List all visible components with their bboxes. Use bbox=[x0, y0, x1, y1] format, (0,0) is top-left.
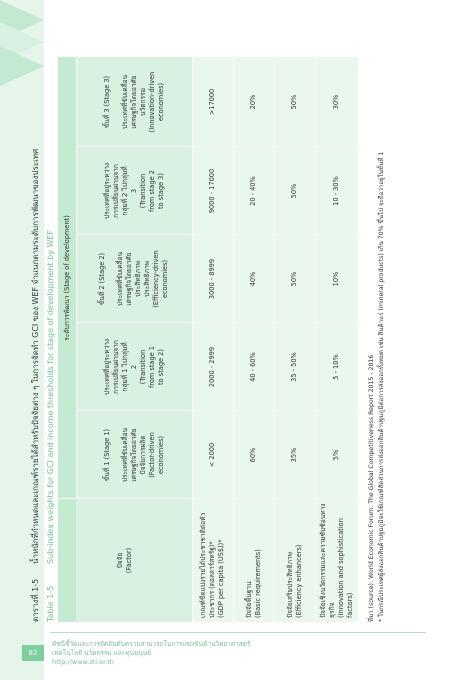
english-table-title: Sub-index weights for GCI and income thresholds for stage of development by WEF bbox=[45, 229, 55, 564]
development-stage-header-text: ระดับการพัฒนา (Stage of development) bbox=[62, 215, 71, 341]
footer-text bbox=[52, 640, 250, 667]
stage-desc-line: economies) bbox=[156, 82, 165, 122]
english-caption bbox=[42, 57, 58, 622]
stage-desc-line: ประเทศที่ขับเคลื่อน bbox=[120, 427, 129, 483]
table-cell: 3000 - 8999 bbox=[208, 258, 216, 300]
stage-desc-line: เศรษฐกิจโดยอาศัย bbox=[125, 252, 133, 306]
footer-line-2: เทคโนโลยี นวัตกรรม และทุนมนุษย์ bbox=[52, 649, 151, 657]
english-table-label: Table 1-5 bbox=[45, 585, 55, 622]
row-label-english: (Efficiency enhancers) bbox=[294, 544, 303, 618]
weights-table bbox=[58, 57, 358, 622]
stage-desc-line: 2 bbox=[129, 364, 138, 370]
table-cell: 60% bbox=[249, 447, 257, 463]
stage-desc-line: from stage 1 bbox=[147, 345, 156, 389]
stage-header-cell bbox=[76, 147, 192, 235]
stage-desc-line: 3 bbox=[129, 188, 138, 194]
stage-desc-line: การเปลี่ยนผ่านจาก bbox=[111, 164, 120, 218]
stage-desc-line: ประสิทธิภาพ bbox=[134, 260, 142, 298]
footnote: * ในกรณีประเทศผู้ส่งออกสินค้าปฐมภูมิจะใช้เกณฑ์สัดส่วนการส่งออกสินค้าปฐมภูมิต่อการส่งออกทั้งหมด เช่น สินค้าแร่ (mineral products) เกิน 70% ขึ้นไป จะถือว่าอยู่ในขั้นที่ 1 bbox=[378, 151, 385, 622]
row-label-english: (Innovation and sophistication factors) bbox=[336, 518, 354, 618]
table-cell: 2000 - 2999 bbox=[208, 346, 216, 388]
stage-desc-line: นวัตกรรม bbox=[138, 88, 147, 116]
table-cell: 35% bbox=[290, 447, 298, 463]
row-label-thai: ปัจจัยพื้นฐาน bbox=[244, 581, 253, 618]
thai-table-label: ตารางที่ 1-5 bbox=[30, 578, 40, 622]
row-label bbox=[233, 499, 274, 622]
source-note: ที่มา (source): World Economic Forum. The Global Competitiveness Report 2015 - 2016 bbox=[368, 354, 375, 622]
row-label-english: (Basic requirements) bbox=[253, 549, 262, 618]
footer-divider bbox=[50, 632, 426, 633]
thai-caption bbox=[27, 57, 43, 622]
footer-url[interactable]: http://www.sti.or.th bbox=[52, 658, 114, 666]
row-label-thai: ปัจจัยเสริมประสิทธิภาพ bbox=[285, 551, 294, 618]
table-cell: 20% bbox=[249, 94, 257, 110]
stage-header-cell bbox=[76, 57, 192, 147]
table-cell: 20 - 40% bbox=[249, 176, 257, 206]
factor-header-thai: ปัจจัย bbox=[116, 552, 124, 569]
table-cell: < 2000 bbox=[208, 442, 216, 468]
table-cell: 50% bbox=[290, 94, 298, 110]
table-cell: 35 - 50% bbox=[290, 352, 298, 382]
row-label-english: (GDP per capita (US$))* bbox=[217, 539, 225, 618]
stage-desc-line: economies) bbox=[161, 259, 169, 299]
factor-header bbox=[58, 499, 192, 622]
stage-desc-line: (Efficiency-driven bbox=[152, 250, 160, 308]
stage-desc-line: เศรษฐกิจโดยอาศัย bbox=[129, 428, 138, 482]
stage-header-cell bbox=[76, 235, 192, 323]
stage-title: ขั้นที่ 3 (Stage 3) bbox=[102, 75, 111, 129]
stage-desc-line: (Factor-driven bbox=[147, 432, 156, 478]
table-cell: 10% bbox=[332, 271, 340, 287]
stage-title: ประเทศที่อยู่ระหว่าง bbox=[102, 162, 111, 220]
stage-desc-line: ประเทศที่ขับเคลื่อน bbox=[120, 74, 129, 130]
page-number: 82 bbox=[22, 645, 44, 661]
stage-title: ขั้นที่ 2 (Stage 2) bbox=[98, 252, 106, 306]
table-cell: 40 - 60% bbox=[249, 352, 257, 382]
table-cell: >17000 bbox=[208, 88, 216, 116]
thai-table-title: น้ำหนักที่กำหนดและเกณฑ์รายได้สำหรับปัจจัยต่าง ๆ ในการจัดทำ GCI ของ WEF จำแนกตามระดับการพัฒนาของประเทศ bbox=[30, 148, 40, 564]
table-cell: 50% bbox=[290, 271, 298, 287]
stage-desc-line: การเปลี่ยนผ่านจาก bbox=[111, 340, 120, 394]
factor-header-english: (Factor) bbox=[125, 547, 133, 574]
stage-desc-line: (Transition bbox=[138, 349, 147, 385]
stage-header-cell bbox=[76, 411, 192, 499]
row-label bbox=[274, 499, 315, 622]
table-cell: 50% bbox=[290, 183, 298, 199]
table-cell: 5 - 10% bbox=[332, 354, 340, 380]
stage-title: ประเทศที่อยู่ระหว่าง bbox=[102, 338, 111, 396]
stage-header-cell bbox=[76, 323, 192, 411]
stage-desc-line: กลุ่มที่ 1 ไปกลุ่มที่ bbox=[120, 342, 129, 392]
stage-title: ขั้นที่ 1 (Stage 1) bbox=[102, 428, 111, 482]
stage-desc-line: from stage 2 bbox=[147, 169, 156, 213]
stage-desc-line: เศรษฐกิจโดยอาศัย bbox=[129, 75, 138, 129]
rotated-page-content bbox=[27, 57, 412, 622]
table-cell: 5% bbox=[332, 449, 340, 461]
row-label bbox=[315, 499, 358, 622]
stage-desc-line: to stage 3) bbox=[156, 173, 165, 209]
stage-desc-line: economies) bbox=[156, 435, 165, 475]
stage-desc-line: ปัจจัยการผลิต bbox=[138, 435, 147, 475]
row-label bbox=[192, 499, 233, 622]
stage-desc-line: ประเทศที่ขับเคลื่อน bbox=[116, 251, 124, 307]
stage-desc-line: (Innovation-driven bbox=[147, 71, 156, 133]
table-notes bbox=[367, 57, 387, 622]
development-stage-header bbox=[58, 57, 76, 499]
stage-desc-line: ประสิทธิภาพ bbox=[143, 260, 151, 298]
stage-desc-line: (Transition bbox=[138, 173, 147, 209]
row-label-thai: เกณฑ์ขีดแบ่งรายได้ประชาชาติต่อหัวประชากร (ดอลลาร์สหรัฐ)* bbox=[199, 512, 216, 618]
footer-line-1: ดัชนีชี้วัดและการจัดอันดับความสามารถในการแข่งขันด้านวิทยาศาสตร์ bbox=[52, 640, 251, 648]
stage-desc-line: to stage 2) bbox=[156, 349, 165, 385]
table-cell: 40% bbox=[249, 271, 257, 287]
table-cell: 9000 - 17000 bbox=[208, 168, 216, 214]
table-cell: 10 - 30% bbox=[332, 176, 340, 206]
row-label-thai: ปัจจัยเชิงนวัตกรรมและความซับซ้อนทางธุรกิจ bbox=[318, 503, 336, 618]
table-cell: 30% bbox=[332, 94, 340, 110]
stage-desc-line: กลุ่มที่ 2 ไปกลุ่มที่ bbox=[120, 166, 129, 216]
